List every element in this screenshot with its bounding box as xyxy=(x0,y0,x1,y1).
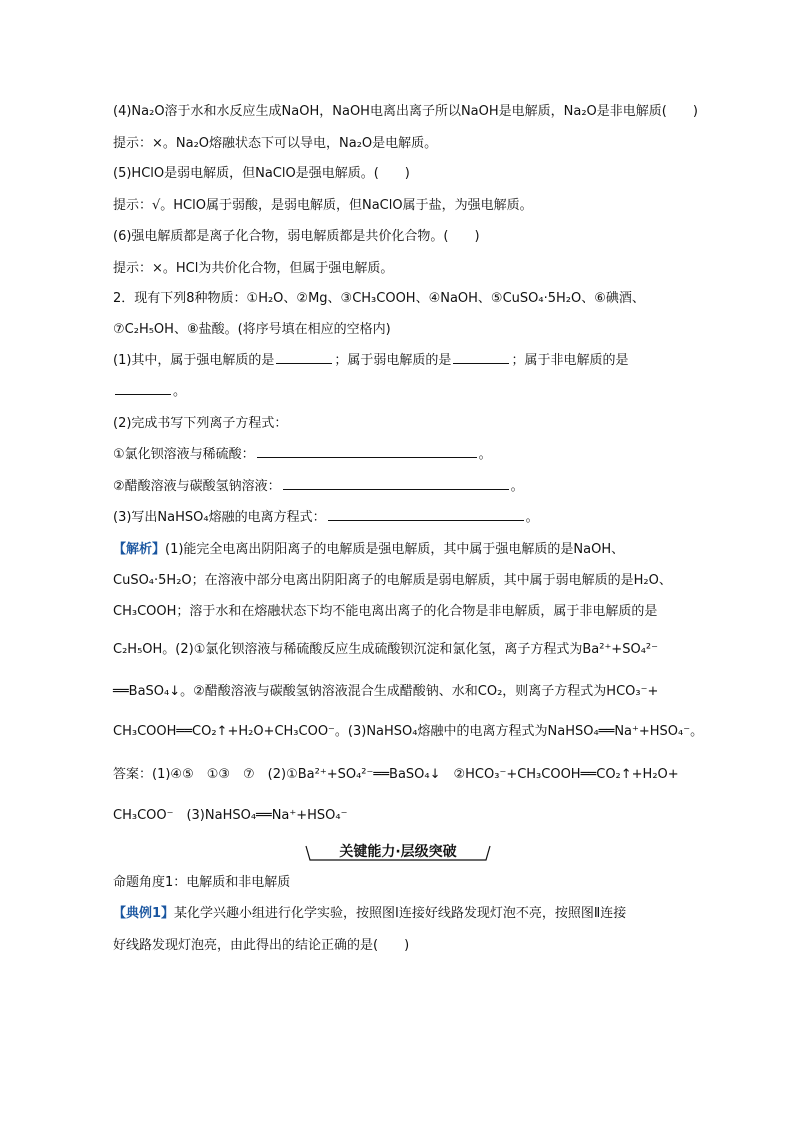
period: 。 xyxy=(478,447,492,462)
analysis-line6: CH₃COOH══CO₂↑+H₂O+CH₃COO⁻。(3)NaHSO₄熔融中的电离方程式为NaHSO₄══Na⁺+HSO₄⁻。 xyxy=(113,724,704,739)
sub3-label: (3)写出NaHSO₄熔融的电离方程式： xyxy=(113,510,326,525)
q6-hint: 提示：×。HCl为共价化合物，但属于强电解质。 xyxy=(113,261,394,276)
example-text-1: 某化学兴趣小组进行化学实验，按照图Ⅰ连接好线路发现灯泡不亮，按照图Ⅱ连接 xyxy=(174,906,627,921)
problem2-sub2-2 xyxy=(113,477,524,497)
sub2-1-label: ①氯化钡溶液与稀硫酸： xyxy=(113,447,255,462)
sub1-label-weak: ；属于弱电解质的是 xyxy=(334,353,452,368)
answer-line1: 答案：(1)④⑤ ①③ ⑦ (2)①Ba²⁺+SO₄²⁻══BaSO₄↓ ②HCO₃⁻+CH₃COOH══CO₂↑+H₂O+ xyxy=(113,767,679,782)
q6-question: (6)强电解质都是离子化合物，弱电解质都是共价化合物。( ) xyxy=(113,229,480,244)
q5-question: (5)HClO是弱电解质，但NaClO是强电解质。( ) xyxy=(113,166,410,181)
blank-equation-2[interactable] xyxy=(283,477,509,490)
section-title: 关键能力·层级突破 xyxy=(339,844,457,860)
analysis-line5: ══BaSO₄↓。②醋酸溶液与碳酸氢钠溶液混合生成醋酸钠、水和CO₂，则离子方程式为HCO₃⁻+ xyxy=(113,684,659,699)
proposition-angle: 命题角度1：电解质和非电解质 xyxy=(113,875,291,890)
analysis-label: 【解析】 xyxy=(113,542,166,557)
analysis-text-1: (1)能完全电离出阴阳离子的电解质是强电解质，其中属于强电解质的是NaOH、 xyxy=(165,542,625,557)
section-heading xyxy=(304,842,492,864)
period: 。 xyxy=(173,384,187,399)
blank-weak[interactable] xyxy=(453,351,509,364)
example-line1 xyxy=(113,904,626,924)
problem2-intro-line1: 2．现有下列8种物质：①H₂O、②Mg、③CH₃COOH、④NaOH、⑤CuSO₄·5H₂O、⑥碘酒、 xyxy=(113,291,645,306)
example-label: 【典例1】 xyxy=(113,906,175,921)
problem2-sub1-cont xyxy=(113,382,186,402)
analysis-line1 xyxy=(113,540,624,560)
q4-hint: 提示：×。Na₂O熔融状态下可以导电，Na₂O是电解质。 xyxy=(113,136,438,151)
analysis-line2: CuSO₄·5H₂O；在溶液中部分电离出阴阳离子的电解质是弱电解质，其中属于弱电解质的是H₂O、 xyxy=(113,573,672,588)
sub1-label-strong: (1)其中，属于强电解质的是 xyxy=(113,353,275,368)
q5-hint: 提示：√。HClO属于弱酸，是弱电解质，但NaClO属于盐，为强电解质。 xyxy=(113,198,533,213)
blank-non[interactable] xyxy=(115,382,171,395)
problem2-sub1 xyxy=(113,351,628,371)
analysis-line4: C₂H₅OH。(2)①氯化钡溶液与稀硫酸反应生成硫酸钡沉淀和氯化氢，离子方程式为Ba²⁺+SO₄²⁻ xyxy=(113,642,658,657)
analysis-line3: CH₃COOH；溶于水和在熔融状态下均不能电离出离子的化合物是非电解质，属于非电解质的是 xyxy=(113,604,658,619)
period: 。 xyxy=(510,479,524,494)
period: 。 xyxy=(525,510,539,525)
problem2-intro-line2: ⑦C₂H₅OH、⑧盐酸。(将序号填在相应的空格内) xyxy=(113,322,391,337)
q4-question: (4)Na₂O溶于水和水反应生成NaOH，NaOH电离出离子所以NaOH是电解质，Na₂O是非电解质( ) xyxy=(113,104,698,119)
sub1-label-non: ；属于非电解质的是 xyxy=(511,353,629,368)
problem2-sub2-1 xyxy=(113,445,492,465)
sub2-2-label: ②醋酸溶液与碳酸氢钠溶液： xyxy=(113,479,281,494)
blank-equation-1[interactable] xyxy=(257,445,477,458)
blank-equation-3[interactable] xyxy=(328,508,524,521)
problem2-sub2: (2)完成书写下列离子方程式： xyxy=(113,416,288,431)
blank-strong[interactable] xyxy=(276,351,332,364)
problem2-sub3 xyxy=(113,508,539,528)
answer-line2: CH₃COO⁻ (3)NaHSO₄══Na⁺+HSO₄⁻ xyxy=(113,808,348,823)
example-line2: 好线路发现灯泡亮，由此得出的结论正确的是( ) xyxy=(113,938,410,953)
